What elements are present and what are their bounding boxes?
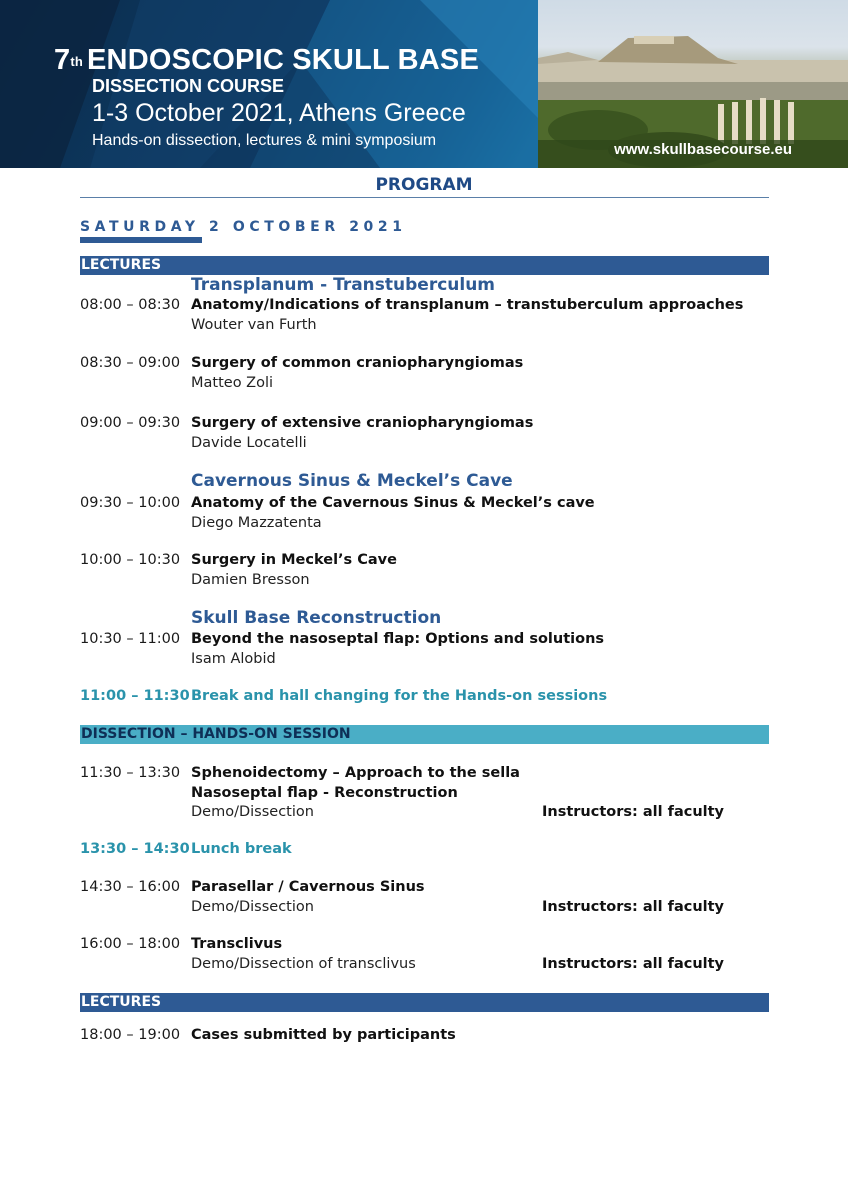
program-divider: [80, 197, 769, 198]
session-title: Sphenoidectomy – Approach to the sella: [191, 765, 520, 781]
session-instructors: Instructors: all faculty: [542, 956, 725, 972]
break-title: Break and hall changing for the Hands-on sessions: [191, 688, 608, 704]
session-time: 10:30 – 11:00: [80, 631, 181, 647]
session-format: Demo/Dissection: [191, 899, 314, 915]
course-dates: 1-3 October 2021, Athens Greece: [92, 99, 466, 127]
session-speaker: Damien Bresson: [191, 572, 310, 588]
course-tagline: Hands-on dissection, lectures & mini symposium: [92, 132, 437, 149]
banner-text-block: [54, 44, 479, 152]
session-time: 09:30 – 10:00: [80, 495, 181, 511]
session-title: Transclivus: [191, 936, 283, 952]
course-title-text: ENDOSCOPIC SKULL BASE: [87, 44, 480, 76]
break-time: 13:30 – 14:30: [80, 841, 190, 857]
session-title: Surgery of extensive craniopharyngiomas: [191, 415, 534, 431]
course-website[interactable]: www.skullbasecourse.eu: [614, 141, 792, 158]
session-title: Anatomy of the Cavernous Sinus & Meckel’s cave: [191, 495, 595, 511]
day-heading: SATURDAY 2 OCTOBER 2021: [80, 219, 407, 235]
session-speaker: Davide Locatelli: [191, 435, 307, 451]
session-speaker: Isam Alobid: [191, 651, 276, 667]
course-title: [54, 44, 479, 76]
session-speaker: Matteo Zoli: [191, 375, 274, 391]
session-speaker: Diego Mazzatenta: [191, 515, 322, 531]
session-time: 14:30 – 16:00: [80, 879, 181, 895]
session-title: Anatomy/Indications of transplanum – transtuberculum approaches: [191, 297, 744, 313]
session-speaker: Wouter van Furth: [191, 317, 317, 333]
session-title: Cases submitted by participants: [191, 1027, 456, 1043]
section-bar-lectures: LECTURES: [80, 256, 769, 275]
session-time: 10:00 – 10:30: [80, 552, 181, 568]
break-time: 11:00 – 11:30: [80, 688, 190, 704]
program-heading: PROGRAM: [375, 175, 473, 195]
edition-number: 7: [54, 44, 71, 76]
session-time: 08:00 – 08:30: [80, 297, 181, 313]
section-bar-lectures-evening: LECTURES: [80, 993, 769, 1012]
header-banner: [0, 0, 848, 168]
course-subtitle: DISSECTION COURSE: [92, 76, 285, 96]
topic-heading: Cavernous Sinus & Meckel’s Cave: [191, 471, 513, 491]
session-title: Surgery of common craniopharyngiomas: [191, 355, 524, 371]
session-title-secondary: Nasoseptal flap - Reconstruction: [191, 785, 458, 801]
session-title: Parasellar / Cavernous Sinus: [191, 879, 425, 895]
day-heading-underline: [80, 237, 202, 243]
session-format: Demo/Dissection of transclivus: [191, 956, 416, 972]
session-title: Beyond the nasoseptal flap: Options and solutions: [191, 631, 605, 647]
session-instructors: Instructors: all faculty: [542, 899, 725, 915]
edition-suffix: th: [70, 54, 84, 69]
session-format: Demo/Dissection: [191, 804, 314, 820]
session-title: Surgery in Meckel’s Cave: [191, 552, 397, 568]
break-title: Lunch break: [191, 841, 292, 857]
section-bar-dissection: DISSECTION – HANDS-ON SESSION: [80, 725, 769, 744]
session-time: 11:30 – 13:30: [80, 765, 181, 781]
session-time: 18:00 – 19:00: [80, 1027, 181, 1043]
session-time: 16:00 – 18:00: [80, 936, 181, 952]
topic-heading: Skull Base Reconstruction: [191, 608, 442, 628]
session-time: 08:30 – 09:00: [80, 355, 181, 371]
topic-heading: Transplanum - Transtuberculum: [191, 275, 496, 295]
session-time: 09:00 – 09:30: [80, 415, 181, 431]
session-instructors: Instructors: all faculty: [542, 804, 725, 820]
